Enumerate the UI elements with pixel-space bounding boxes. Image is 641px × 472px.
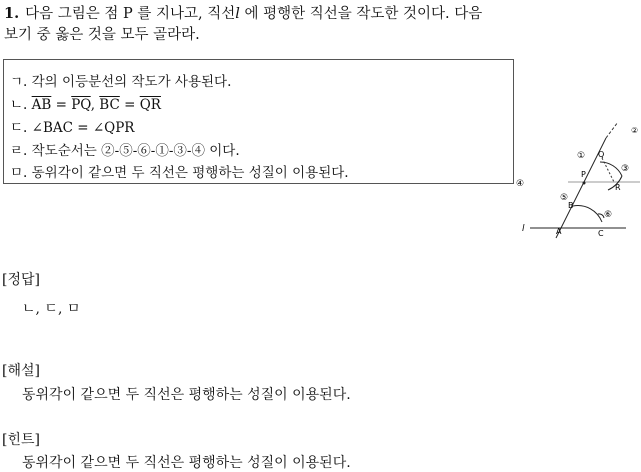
- label-1: ①: [577, 151, 586, 161]
- hint-label: [힌트]: [2, 432, 40, 448]
- label-2: ②: [631, 126, 639, 135]
- options-box: [3, 59, 514, 184]
- label-p: P: [581, 170, 586, 179]
- option-marker: ㄷ.: [10, 120, 28, 136]
- equals-sign: =: [119, 97, 140, 113]
- option-marker: ㄱ.: [10, 74, 28, 90]
- explanation-label: [해설]: [2, 363, 40, 379]
- option-text: ∠BAC = ∠QPR: [31, 120, 135, 136]
- segment-bc: $\overline{BC}$: [99, 97, 120, 113]
- label-4: ④: [516, 179, 525, 189]
- arc-at-a: [573, 206, 602, 222]
- equals-sign: =: [51, 97, 72, 113]
- label-b: B: [568, 201, 574, 210]
- option-text: 각의 이등분선의 작도가 사용된다.: [31, 74, 232, 90]
- label-3: ③: [621, 164, 630, 174]
- question-number: 1.: [4, 5, 20, 22]
- answer-label: [정답]: [2, 272, 40, 288]
- answer-text: ㄴ, ㄷ, ㅁ: [22, 301, 81, 317]
- label-c: C: [598, 229, 604, 238]
- segment-ab: $\overline{AB}$: [31, 97, 52, 113]
- label-6: ⑥: [604, 210, 613, 220]
- label-5: ⑤: [560, 193, 569, 203]
- option-marker: ㄴ.: [10, 97, 28, 113]
- construction-figure: [518, 120, 641, 245]
- label-a: A: [556, 227, 562, 236]
- option-2: [10, 93, 161, 113]
- option-1: [10, 70, 231, 90]
- option-3: [10, 116, 134, 136]
- line-variable: l: [235, 6, 240, 22]
- option-4: [10, 139, 240, 159]
- option-text: 작도순서는 ②-⑤-⑥-①-③-④ 이다.: [31, 143, 240, 159]
- segment-pq: $\overline{PQ}$: [71, 97, 91, 113]
- explanation-text: 동위각이 같으면 두 직선은 평행하는 성질이 이용된다.: [22, 387, 351, 403]
- option-5: [10, 161, 349, 181]
- hint-text: 동위각이 같으면 두 직선은 평행하는 성질이 이용된다.: [22, 455, 351, 471]
- option-text: 동위각이 같으면 두 직선은 평행하는 성질이 이용된다.: [31, 165, 349, 181]
- option-marker: ㄹ.: [10, 143, 28, 159]
- point-p: [583, 182, 586, 185]
- arc-at-p: [600, 162, 622, 176]
- question-text-b: 에 평행한 직선을 작도한 것이다. 다음: [239, 6, 483, 22]
- segment-qr: $\overline{QR}$: [139, 97, 161, 113]
- label-l: l: [522, 224, 525, 234]
- question-line-2: 보기 중 옳은 것을 모두 골라라.: [4, 27, 200, 43]
- label-q: Q: [598, 150, 605, 159]
- label-r: R: [615, 183, 621, 192]
- separator: ,: [90, 97, 100, 113]
- option-marker: ㅁ.: [10, 165, 28, 181]
- question-line-1: [4, 2, 482, 23]
- segment-qr-dashed: [602, 158, 614, 182]
- question-text-a: 다음 그림은 점 P 를 지나고, 직선: [25, 6, 236, 22]
- transversal-extension: [606, 122, 618, 138]
